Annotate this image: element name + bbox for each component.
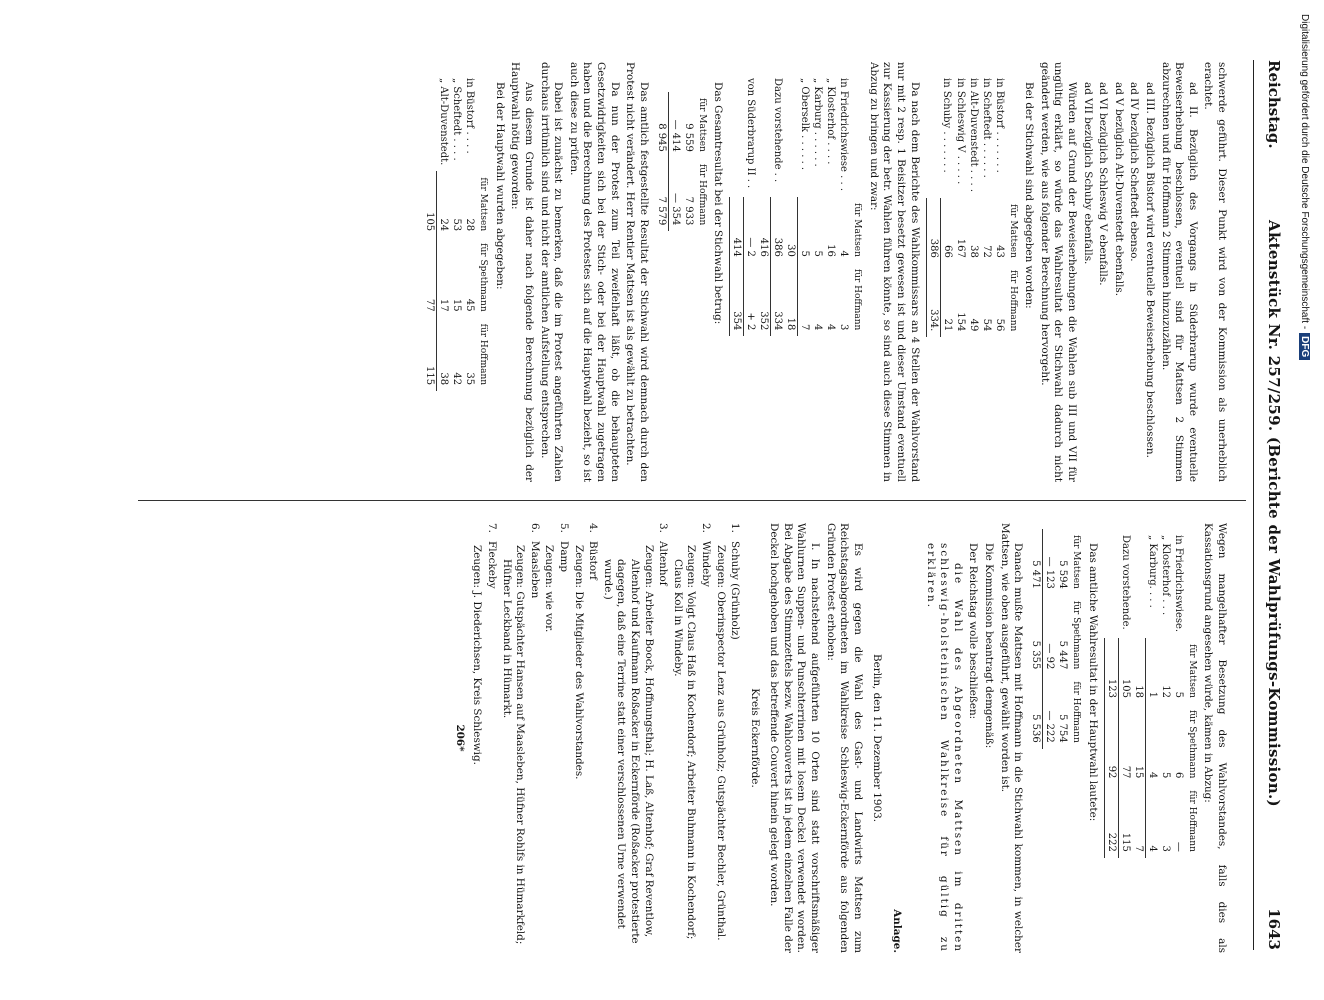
paragraph: Würden auf Grund der Beweiserhebungen die Wahlen sub III und VII für ungültig erklärt, so würde das Wahlresultat der Stichwahl dadurch nicht geändert werden, wie aus folgender Berechnung hervorgeht. <box>1038 62 1079 482</box>
table-row: „ Karburg. . . . 1 4 4 <box>1146 535 1158 852</box>
list-item: 3.Altenhof Zeugen: Arbeiter Boock, Hoffnungsthal; H. Laß, Altenhof; Graf Reventlow, Altenhof und Kaufmann Roßacker in Eckernförde (Roßacker protestierte dagegen, daß eine Terrine statt einer verschlossenen Urne verwendet wurde.) <box>601 523 670 944</box>
paragraph: ad V bezüglich Alt-Duvenstedt ebenfalls. <box>1112 82 1125 297</box>
hauptwahl-table <box>423 72 489 391</box>
table-row: in Büstorf . . . . . . . 43 56 <box>993 78 1005 332</box>
paragraph: Die Kommission beantragt demgemäß: <box>983 543 996 749</box>
stichwahl-table <box>926 72 1019 337</box>
table-row: 18 15 7 <box>1132 529 1146 858</box>
paragraph: ad II. Bezüglich des Vorgangs in Süderbrarup wurde eventuelle Beweiserhebung beschlossen, eventuell sind für Mattsen 2 Stimmen abzurechnen und für Hoffmann 2 Stimmen hinzuzuzählen. <box>1159 62 1199 482</box>
col-head: für Spethmann <box>478 243 489 312</box>
header-left: Reichstag. <box>1265 60 1283 149</box>
sheet-signature: 206* <box>453 724 466 752</box>
col-head: für Spethmann <box>1071 600 1082 670</box>
table-row: „ Oberselk . . . . . . 5 7 <box>799 78 811 331</box>
right-column <box>450 523 1228 953</box>
paragraph: ad VII bezüglich Schuby ebenfalls. <box>1081 82 1094 265</box>
paragraph: ad III. Bezüglich Büstorf wird eventuelle Beweiserhebung beschlossen. <box>1144 82 1157 458</box>
list-item: 2.Windeby Zeugen: Voigt Claus Haß in Kochendorf; Arbeiter Buhmann in Kochendorf; Claus Koll in Windeby. <box>671 523 712 940</box>
table-row: in Friedrichswiese. 5 6 — <box>1172 535 1184 852</box>
list-item: 4.Büstorf Zeugen: Die Mitglieder des Wahlvorstandes. <box>572 523 600 780</box>
col-head: für Hoffmann <box>1186 790 1197 852</box>
table-row: Dazu vorstehende . . 386 334 <box>772 78 784 331</box>
table-sum-row: 123 92 222 <box>1104 529 1118 858</box>
col-head: für Spethmann <box>1186 709 1197 779</box>
table-row: in Scheftedt . . . . . . 72 54 <box>980 78 992 332</box>
table-row: „ Karburg . . . . . . 5 4 <box>812 78 824 331</box>
table-sum-row: 414 354 <box>730 72 744 336</box>
col-head: für Hoffmann <box>696 163 707 226</box>
appendix-heading: Anlage. <box>891 909 904 953</box>
list-item: 6.Maasleben Zeugen: Gutspächter Hansen auf Maasleben, Hüfner Rohlfs in Hümarkfeld; Hüfner Leckband in Hümarkt. <box>500 523 541 945</box>
paragraph: Das amtlich festgestellte Resultat der Stichwahl wird demnach durch den Protest nicht verändert. Herr Rentier Mattsen ist als gewählt zu betrachten. <box>624 62 650 482</box>
paragraph: ad IV bezüglich Scheftedt ebenso. <box>1128 82 1141 262</box>
left-column <box>418 62 1228 482</box>
header-title: Aktenstück Nr. 257/259. (Berichte der Wahlprüfungs-Kommission.) <box>1265 220 1283 807</box>
paragraph: Bei der Hauptwahl wurden abgegeben: <box>493 82 506 290</box>
col-head: für Mattsen <box>1186 644 1197 698</box>
list-item: 1.Schuby (Grünholz) Zeugen: Oberinspector Lenz aus Grünholz; Gutspächter Bechler, Grünthal. <box>714 523 742 941</box>
table-row: Dazu vorstehende. 105 77 115 <box>1119 535 1131 852</box>
col-head: für Hoffmann <box>478 323 489 386</box>
page-number: 1643 <box>1265 908 1283 950</box>
witness-list <box>470 523 741 953</box>
dfg-badge: DFG <box>1299 333 1310 360</box>
col-head: für Hoffmann <box>1007 269 1018 332</box>
table-row: 30 18 <box>784 72 798 336</box>
district-heading: Kreis Eckernförde. <box>748 688 761 788</box>
table-sum-row: 5 471 5 355 5 536 <box>1029 529 1043 749</box>
motion-text: die Wahl des Abgeordneten Mattsen im dritten schleswig-holsteinischen Wahlkreise für gültig zu erklären. <box>924 543 964 953</box>
col-head: für Mattsen <box>696 98 707 152</box>
paragraph: Aus diesem Grunde ist daher nach folgende Berechnung bezüglich der Hauptwahl nötig geworden: <box>509 62 535 482</box>
table-row: „ Alt-Duvenstedt. 24 17 38 <box>437 78 450 386</box>
mangel-table <box>1104 529 1198 858</box>
abzug-table <box>729 72 863 336</box>
table-row: 5 594 5 447 5 754 <box>1057 560 1069 743</box>
paragraph: Das amtliche Wahlresultat in der Hauptwahl lautete: <box>1086 543 1099 822</box>
table-row: von Süderbrarup II . . — 2 + 2 <box>745 78 757 331</box>
table-row: in Alt-Duvenstedt . . . . 38 49 <box>967 78 979 332</box>
table-row: 9 559 7 933 <box>682 123 694 226</box>
paragraph: Das Gesamtresultat bei der Stichwahl betrug: <box>712 82 725 325</box>
table-row: — 414 — 354 <box>669 119 681 226</box>
col-head: für Mattsen <box>1071 535 1082 589</box>
col-head: für Mattsen <box>1007 204 1018 258</box>
table-row: 416 352 <box>757 72 771 336</box>
table-sum-row: 386 334. <box>926 72 940 337</box>
column-divider <box>138 500 1246 501</box>
table-row: „ Klosterhof . . . 12 5 3 <box>1159 535 1171 852</box>
gesamt-table <box>655 92 708 231</box>
table-row: in Schleswig V . . . . . 167 154 <box>954 78 966 332</box>
paragraph: Da nun der Protest zum Teil zweifelhaft läßt, ob die behaupteten Gesetzwidrigkeiten sich bei der Stich- oder bei der Hauptwahl zugetragen haben und die Berechnung des Protestes sich auf die Hauptwahl bezieht, so ist auch diese zu prüfen. <box>567 62 621 482</box>
table-row: — 123 — 92 — 222 <box>1044 556 1056 743</box>
running-header <box>1253 60 1283 950</box>
paragraph: ad VI bezüglich Schleswig V ebenfalls. <box>1097 82 1110 286</box>
table-sum-row: 8 945 7 579 <box>655 92 669 231</box>
dfg-note-text: Digitalisierung gefördert durch die Deutsche Forschungsgemeinschaft - <box>1299 14 1310 330</box>
col-head: für Mattsen <box>478 177 489 232</box>
paragraph: Der Reichstag wolle beschließen: <box>967 543 980 720</box>
col-head: für Hoffmann <box>852 268 863 331</box>
list-item: 7.Fleckeby Zeugen: J. Diederichsen, Kreis Schleswig. <box>471 523 499 765</box>
table-row: „ Klosterhof . . . . 16 4 <box>825 78 837 331</box>
paragraph: Dabei ist zunächst zu bemerken, daß die im Protest angeführten Zahlen durchaus irrtümlich sind und nicht der amtlichen Aufstellung entsprechen. <box>538 62 565 482</box>
paragraph: Danach mußte Mattsen mit Hoffmann in die Stichwahl kommen, in welcher Mattsen, wie oben ausgeführt, gewählt worden ist. <box>998 523 1025 953</box>
table-row: in Schuby . . . . . . . 66 21 <box>941 78 953 332</box>
paragraph: I. In nachstehend aufgeführten 10 Orten sind statt vorschriftsmäßiger Wahlurnen Suppen- und Punschterrinen mit losem Deckel verwendet worden. Bei Abgabe des Stimmzettels bezw. Wahlcouverts ist in jedem einzelnen Falle der Deckel hochgehoben und das betreffende Couvert hinein gelegt worden. <box>768 523 822 953</box>
table-row: in Friedrichswiese . . . 4 3 <box>838 78 850 331</box>
col-head: für Mattsen <box>852 203 863 257</box>
col-head: für Hoffmann <box>1071 681 1082 743</box>
amtlich-table <box>1029 529 1082 749</box>
paragraph: Es wird gegen die Wahl des Gast- und Landwirts Mattsen zum Reichstagsabgeordneten im Wahlkreise Schleswig-Eckernförde aus folgenden Gründen Protest erhoben: <box>824 523 864 953</box>
table-row: „ Scheftedt . . . . 53 15 42 <box>451 78 463 386</box>
table-row: in Büstorf . . . . 28 45 35 <box>464 78 476 386</box>
paragraph: schwerde geführt. Dieser Punkt wird von der Kommission als unerheblich erachtet. <box>1202 62 1228 482</box>
list-item: 5.Damp Zeugen: wie vor. <box>543 523 570 633</box>
table-sum-row: 105 77 115 <box>423 72 437 391</box>
paragraph: Wegen mangelhafter Besetzung des Wahlvorstandes, falls dies als Kassationsgrund angesehen würde, kämen in Abzug: <box>1202 523 1228 953</box>
paragraph: Bei der Stichwahl sind abgegeben worden: <box>1023 82 1036 309</box>
paragraph: Da nach dem Berichte des Wahlkommissars an 4 Stellen der Wahlvorstand nur mit 2 resp. 1 Beisitzer besetzt gewesen ist und dieser Umstand eventuell zur Kassierung der betr. Wahlen führen könnte, so sind auch diese Stimmen in Abzug zu bringen und zwar: <box>867 62 921 482</box>
letter-date: Berlin, den 11. Dezember 1903. <box>871 653 884 823</box>
